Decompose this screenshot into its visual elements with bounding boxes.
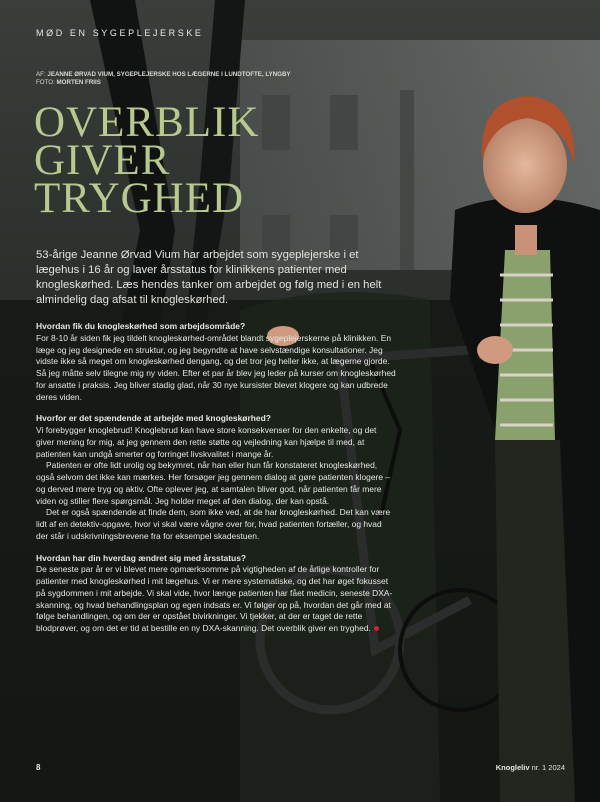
intro-paragraph: 53-årige Jeanne Ørvad Vium har arbejdet som sygeplejerske i et lægehus i 16 år og laver årsstatus for klinikkens patienter med knogleskørhed. Læs hendes tanker om arbejdet og følg med i en helt almindelig dag afsat til knogleskørhed.: [36, 249, 382, 306]
answer-paragraph: Det er også spændende at finde dem, som ikke ved, at de har knogleskørhed. Det kan være lidt af en detektiv-opgave, hvor vi skal være vågne over for, hvad patienten fortæller, og hvad der står i udskrivningsbrevene fra for eksempel skadestuen.: [36, 507, 391, 541]
footer-magazine: [496, 763, 565, 772]
photo-credit: MORTEN FRIIS: [56, 79, 101, 86]
issue-number: nr. 1 2024: [531, 763, 565, 772]
article-body: [36, 321, 396, 635]
answer-paragraph: Vi forebygger knoglebrud! Knoglebrud kan have store konsekvenser for den enkelte, og det giver mening for mig, at jeg gennem den rette støtte og vejledning kan hjælpe til med, at patienten kan undgå smerter og forringet livskvalitet i mange år.: [36, 425, 377, 459]
answer-paragraph: For 8-10 år siden fik jeg tildelt knogleskørhed-området blandt sygeplejerskerne på klinikken. En læge og jeg designede en struktur, og jeg begyndte at have selvstændige konsultationer. Jeg vidste ikke så meget om knogleskørhed dengang, og det tror jeg heller ikke, at lægerne gjorde. Så jeg måtte selv tilegne mig ny viden. Efter et par år blev jeg leder på kurser om knogleskørhed for ansatte i praksis. Jeg bliver stadig glad, når 30 nye kursister blevet klogere og kan udbrede deres viden.: [36, 332, 396, 402]
end-mark-icon: [374, 626, 379, 631]
page-number: 8: [36, 763, 41, 772]
question-heading: Hvordan fik du knogleskørhed som arbejdsområde?: [36, 321, 246, 331]
photo-prefix: FOTO:: [36, 79, 55, 86]
magazine-name: Knogleliv: [495, 763, 530, 772]
question-heading: Hvorfor er det spændende at arbejde med knogleskørhed?: [36, 413, 271, 424]
headline: [34, 99, 260, 222]
author-prefix: AF:: [36, 71, 46, 78]
headline-line-1: OVERBLIK: [34, 99, 260, 146]
byline: [36, 71, 291, 87]
author-credit: JEANNE ØRVAD VIUM, SYGEPLEJERSKE HOS LÆGERNE I LUNDTOFTE, LYNGBY: [47, 71, 291, 78]
answer-paragraph: Patienten er ofte lidt urolig og bekymret, når han eller hun får konstateret knogleskørhed, også selvom det ikke kan mærkes. Her forsøger jeg gennem dialog at gøre patienten klogere – og derved mere tryg og aktiv. Ofte oplever jeg, at samtalen bliver god, når patienten får mere viden og stiller flere spørgsmål. Jeg holder meget af den dialog, der kan opstå.: [36, 460, 391, 506]
question-heading: Hvordan har din hverdag ændret sig med årsstatus?: [36, 552, 247, 563]
section-label: MØD EN SYGEPLEJERSKE: [36, 28, 204, 38]
headline-line-2: GIVER: [34, 137, 171, 184]
answer-paragraph: [36, 564, 396, 635]
headline-line-3: TRYGHED: [34, 175, 245, 222]
answer-text: De seneste par år er vi blevet mere opmærksomme på vigtigheden af de årlige kontroller for patienter med knogleskørhed i mit lægehus. Vi er mere systematiske, og det har øget fokusset på sygdommen i mit arbejde. Vi skal vide, hvor længe patienten har fået medicin, seneste DXA-skanning, og hvad behandlingsplan og egen indsats er. Vi følger op på, hvordan det går med at følge behandlingen, og om der er opstået bivirkninger. Vi tjekker, at der er taget de rette blodprøver, og om det er tid at bestille en ny DXA-skanning. Det overblik giver en tryghed.: [36, 564, 393, 633]
